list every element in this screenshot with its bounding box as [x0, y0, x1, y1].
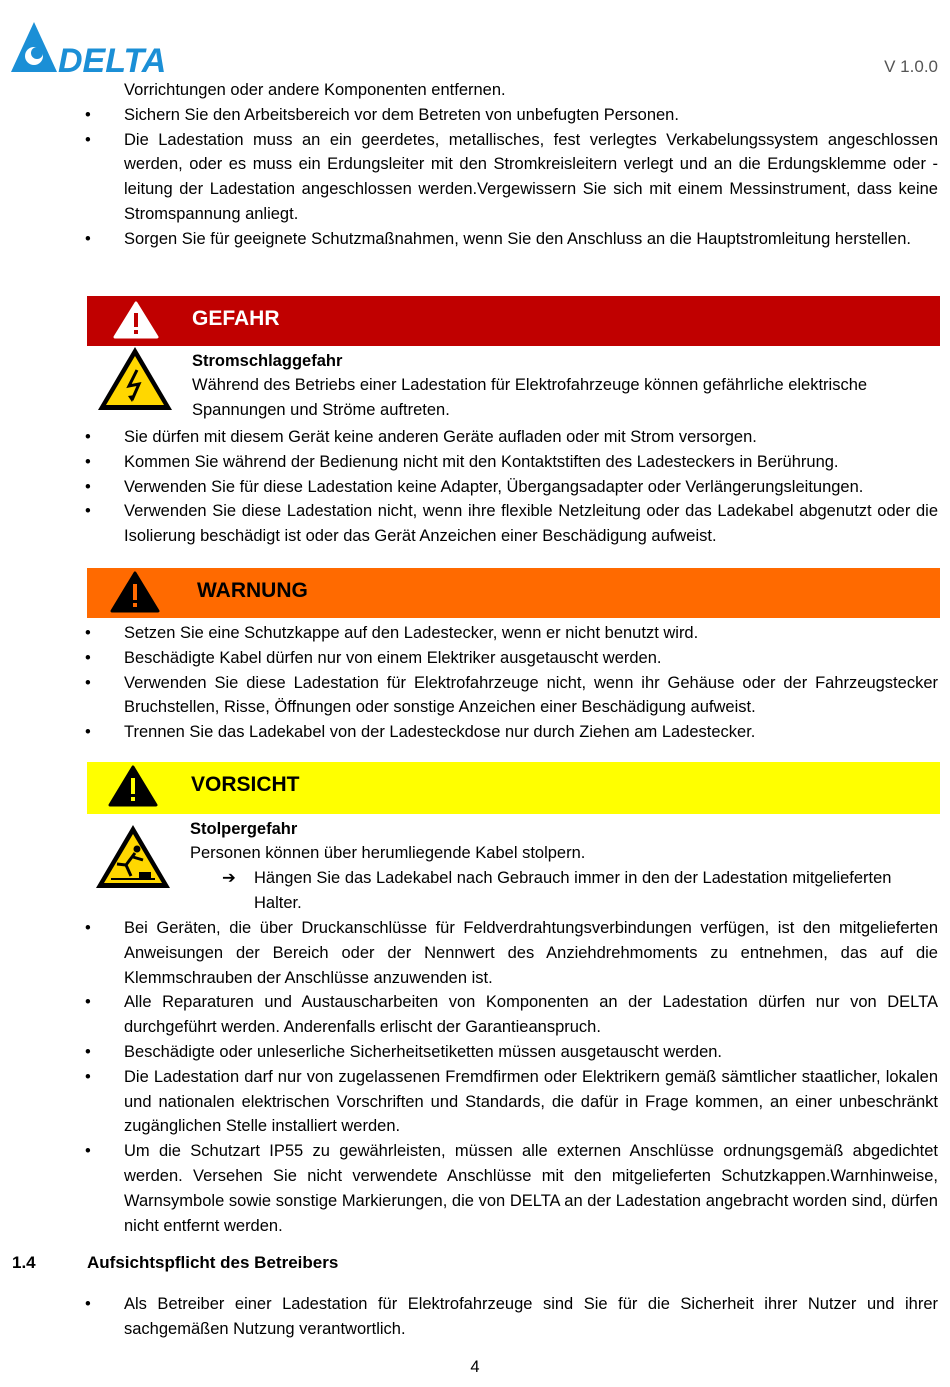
- trip-hazard-icon: [93, 822, 173, 892]
- list-item: • Die Ladestation darf nur von zugelassenen Fremdfirmen oder Elektrikern gemäß sämtlicher staatlicher, lokalen und nationalen elektrischen Vorschriften und Standards, die dafür in Frage kommen, an einer unbeschränkt zugänglichen Stelle installiert werden.: [0, 1065, 950, 1139]
- list-item: • Sorgen Sie für geeignete Schutzmaßnahmen, wenn Sie den Anschluss an die Hauptstromleitung herstellen.: [0, 227, 950, 252]
- delta-logo: [10, 20, 180, 76]
- instruction-item: [222, 866, 934, 916]
- list-item: • Sie dürfen mit diesem Gerät keine anderen Geräte aufladen oder mit Strom versorgen.: [0, 425, 950, 450]
- list-item: • Verwenden Sie diese Ladestation für Elektrofahrzeuge nicht, wenn ihr Gehäuse oder der Fahrzeugstecker Bruchstellen, Risse, Öffnungen oder sonstige Anzeichen einer Beschädigung aufweist.: [0, 671, 950, 721]
- list-item: • Verwenden Sie diese Ladestation nicht, wenn ihre flexible Netzleitung oder das Ladekabel abgenutzt oder die Isolierung beschädigt ist oder das Gerät Anzeichen einer Beschädigung aufweist.: [0, 499, 950, 549]
- instruction-text: Hängen Sie das Ladekabel nach Gebrauch immer in den der Ladestation mitgelieferten Halter.: [254, 869, 892, 912]
- list-item: • Verwenden Sie für diese Ladestation keine Adapter, Übergangsadapter oder Verlängerungsleitungen.: [0, 475, 950, 500]
- section-title: Aufsichtspflicht des Betreibers: [87, 1253, 339, 1272]
- document-version: V 1.0.0: [884, 57, 938, 76]
- danger-banner: [87, 296, 940, 346]
- danger-label: GEFAHR: [192, 307, 280, 330]
- list-item: • Sichern Sie den Arbeitsbereich vor dem Betreten von unbefugten Personen.: [0, 103, 950, 128]
- list-item: • Kommen Sie während der Bedienung nicht mit den Kontaktstiften des Ladesteckers in Berührung.: [0, 450, 950, 475]
- section-list: [0, 1292, 950, 1342]
- caution-list: [0, 916, 950, 1238]
- warning-banner: [87, 568, 940, 618]
- list-item: • Bei Geräten, die über Druckanschlüsse für Feldverdrahtungsverbindungen verfügen, ist den mitgelieferten Anweisungen der Bereich oder der Nennwert des Anziehdrehmoments zu entnehmen, das auf die Klemmschrauben der Anschlüsse anzuwenden ist.: [0, 916, 950, 990]
- danger-list: [0, 425, 950, 549]
- caution-label: VORSICHT: [191, 773, 300, 796]
- list-item: • Als Betreiber einer Ladestation für Elektrofahrzeuge sind Sie für die Sicherheit ihrer Nutzer und ihrer sachgemäßen Nutzung verantwortlich.: [0, 1292, 950, 1342]
- list-item: • Beschädigte Kabel dürfen nur von einem Elektriker ausgetauscht werden.: [0, 646, 950, 671]
- exclamation-triangle-icon: [109, 570, 161, 614]
- hazard-description: Personen können über herumliegende Kabel stolpern.: [190, 844, 586, 862]
- list-item: • Beschädigte oder unleserliche Sicherheitsetiketten müssen ausgetauscht werden.: [0, 1040, 950, 1065]
- list-item: • Alle Reparaturen und Austauscharbeiten von Komponenten an der Ladestation dürfen nur von DELTA durchgeführt werden. Anderenfalls erlischt der Garantieanspruch.: [0, 990, 950, 1040]
- warning-label: WARNUNG: [197, 579, 308, 602]
- list-item: • Trennen Sie das Ladekabel von der Ladesteckdose nur durch Ziehen am Ladestecker.: [0, 720, 950, 745]
- list-item: • Um die Schutzart IP55 zu gewährleisten, müssen alle externen Anschlüsse ordnungsgemäß abgedichtet werden. Versehen Sie nicht verwendete Anschlüsse mit den mitgelieferten Schutzkappen.Warnhinweise, Warnsymbole sowie sonstige Markierungen, die von DELTA an der Ladestation angebracht worden sind, dürfen nicht entfernt werden.: [0, 1139, 950, 1238]
- exclamation-triangle-icon: [111, 299, 161, 341]
- arrow-right-icon: ➔: [222, 869, 236, 887]
- list-item: Vorrichtungen oder andere Komponenten entfernen.: [124, 81, 506, 99]
- caution-banner: [87, 762, 940, 814]
- warning-list: [0, 621, 950, 745]
- hazard-description: Während des Betriebs einer Ladestation für Elektrofahrzeuge können gefährliche elektrische Spannungen und Ströme auftreten.: [192, 376, 868, 419]
- intro-list: [0, 78, 950, 252]
- section-number: 1.4: [12, 1253, 36, 1272]
- exclamation-triangle-icon: [107, 764, 159, 808]
- page-number: 4: [470, 1358, 480, 1376]
- list-item: • Setzen Sie eine Schutzkappe auf den Ladestecker, wenn er nicht benutzt wird.: [0, 621, 950, 646]
- logo-text: DELTA: [58, 42, 167, 76]
- electric-shock-icon: [95, 344, 175, 414]
- delta-logo-icon: [10, 20, 180, 76]
- list-item: • Die Ladestation muss an ein geerdetes, metallisches, fest verlegtes Verkabelungssystem angeschlossen werden, oder es muss ein Erdungsleiter mit den Stromkreisleitern verlegt und an die Erdungsklemme oder -leitung der Ladestation angeschlossen werden.Vergewissern Sie sich mit einem Messinstrument, dass keine Stromspannung anliegt.: [0, 128, 950, 227]
- hazard-title: Stolpergefahr: [190, 820, 298, 838]
- hazard-title: Stromschlaggefahr: [192, 352, 343, 370]
